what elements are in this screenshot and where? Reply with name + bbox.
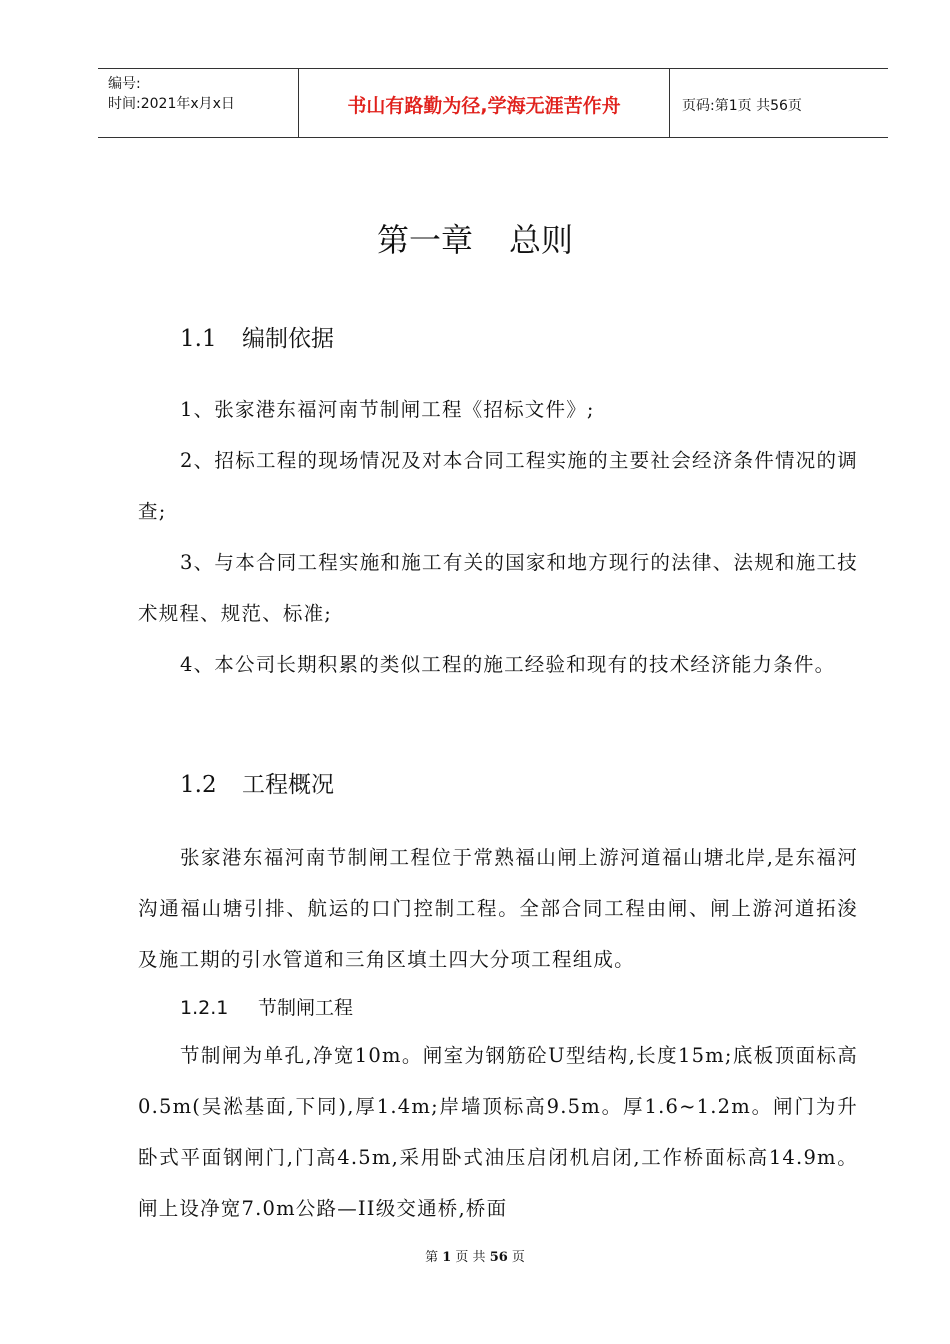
basis-item-3: 3、与本合同工程实施和施工有关的国家和地方现行的法律、法规和施工技术规程、规范、标准;: [138, 551, 858, 625]
basis-item-1: 1、张家港东福河南节制闸工程《招标文件》;: [180, 398, 595, 421]
section-heading-1-2: [180, 766, 334, 799]
page-footer: [0, 1246, 950, 1265]
header-meta-cell: [98, 69, 299, 137]
section-number: 1.1: [180, 326, 217, 352]
header-motto: 书山有路勤为径,学海无涯苦作舟: [347, 95, 621, 117]
subsection-number: 1.2.1: [180, 997, 229, 1019]
header-page-cell: [670, 69, 888, 137]
chapter-number: 第一章: [376, 221, 473, 259]
header-page-info: 页码:第1页 共56页: [682, 98, 802, 114]
overview-paragraph: 张家港东福河南节制闸工程位于常熟福山闸上游河道福山塘北岸,是东福河沟通福山塘引排、航运的口门控制工程。全部合同工程由闸、闸上游河道拓浚及施工期的引水管道和三角区填土四大分项工程组成。: [138, 846, 858, 971]
footer-prefix: 第: [425, 1250, 439, 1265]
section-title: 编制依据: [242, 326, 334, 352]
chapter-text: 总则: [509, 221, 574, 259]
chapter-title: [0, 215, 950, 261]
section-heading-1-1: [180, 320, 334, 353]
sluice-paragraph: 节制闸为单孔,净宽10m。闸室为钢筋砼U型结构,长度15m;底板顶面标高0.5m(吴淞基面,下同),厚1.4m;岸墙顶标高9.5m。厚1.6~1.2m。闸门为升卧式平面钢闸门,门高4.5m,采用卧式油压启闭机启闭,工作桥面标高14.9m。闸上设净宽7.0m公路—II级交通桥,桥面: [138, 1044, 858, 1220]
section-number: 1.2: [180, 772, 217, 798]
header-motto-cell: [299, 69, 670, 137]
time-label: 时间:2021年x月x日: [108, 96, 235, 112]
code-label: 编号:: [108, 76, 141, 92]
document-header: [98, 68, 888, 138]
footer-middle: 页 共: [455, 1250, 486, 1265]
basis-item-4: 4、本公司长期积累的类似工程的施工经验和现有的技术经济能力条件。: [180, 653, 836, 676]
subsection-heading-1-2-1: [180, 993, 353, 1020]
section-title: 工程概况: [242, 772, 334, 798]
basis-item-2: 2、招标工程的现场情况及对本合同工程实施的主要社会经济条件情况的调查;: [138, 449, 858, 523]
footer-suffix: 页: [511, 1250, 525, 1265]
subsection-title: 节制闸工程: [258, 997, 354, 1019]
footer-total-pages: 56: [489, 1250, 508, 1265]
footer-page-number: 1: [442, 1250, 452, 1265]
